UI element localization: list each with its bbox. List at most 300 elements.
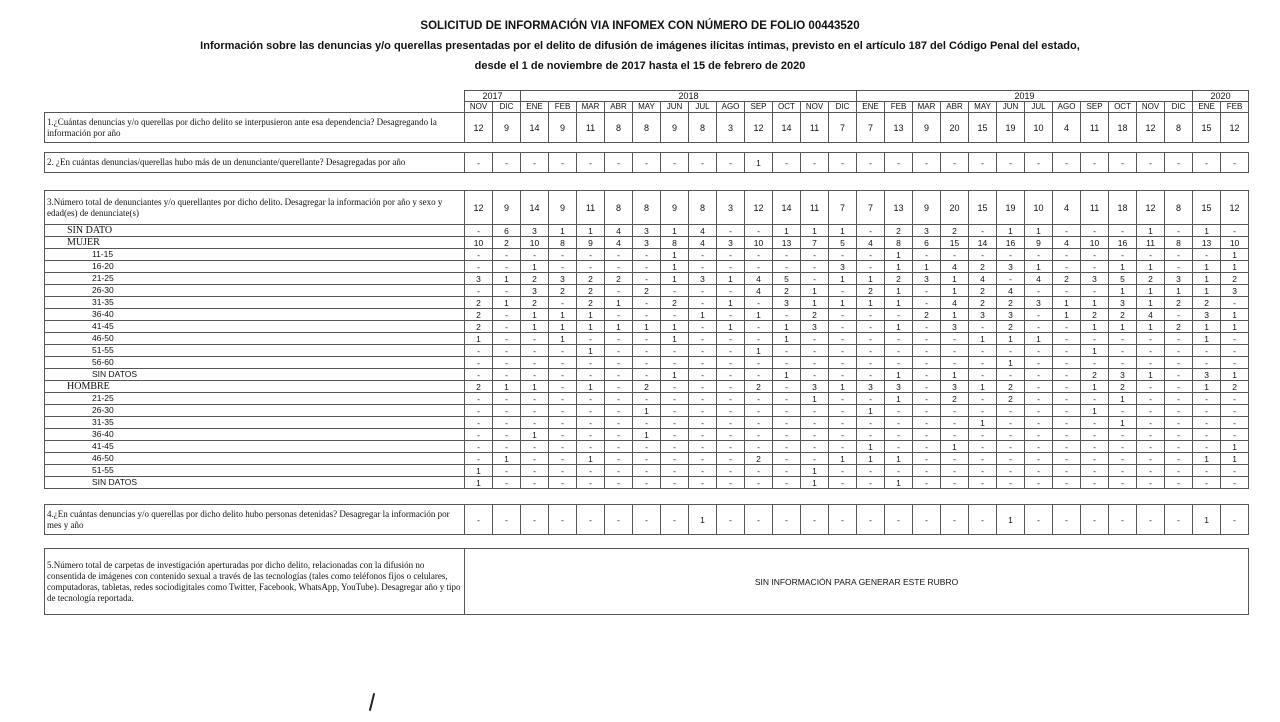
value-cell: 14 bbox=[969, 237, 997, 249]
value-cell: - bbox=[661, 381, 689, 393]
value-cell: 2 bbox=[1109, 381, 1137, 393]
value-cell: 3 bbox=[549, 273, 577, 285]
value-cell: - bbox=[857, 321, 885, 333]
value-cell: - bbox=[605, 345, 633, 357]
value-cell: 2 bbox=[1193, 297, 1221, 309]
value-cell: - bbox=[1081, 261, 1109, 273]
value-cell: - bbox=[521, 357, 549, 369]
value-cell: - bbox=[521, 249, 549, 261]
age-range-label: 51-55 bbox=[45, 465, 465, 477]
value-cell: - bbox=[465, 429, 493, 441]
value-cell: 9 bbox=[661, 191, 689, 225]
document-date-range: desde el 1 de noviembre de 2017 hasta el 15 de febrero de 2020 bbox=[474, 60, 806, 72]
value-cell: 1 bbox=[997, 225, 1025, 237]
value-cell: 1 bbox=[773, 333, 801, 345]
value-cell: - bbox=[493, 333, 521, 345]
group-label: SIN DATO bbox=[45, 225, 465, 237]
value-cell: 3 bbox=[717, 113, 745, 143]
value-cell: 9 bbox=[493, 113, 521, 143]
value-cell: 3 bbox=[717, 237, 745, 249]
month-header: JUL bbox=[1025, 102, 1053, 113]
value-cell: - bbox=[549, 453, 577, 465]
value-cell: 1 bbox=[493, 453, 521, 465]
value-cell: - bbox=[1109, 345, 1137, 357]
value-cell: - bbox=[1193, 249, 1221, 261]
value-cell: - bbox=[941, 505, 969, 535]
value-cell: - bbox=[717, 357, 745, 369]
value-cell: 10 bbox=[521, 237, 549, 249]
table-row bbox=[45, 113, 1249, 143]
value-cell: - bbox=[493, 477, 521, 489]
table-row bbox=[45, 369, 1249, 381]
value-cell: 12 bbox=[1221, 113, 1249, 143]
value-cell: - bbox=[1165, 345, 1193, 357]
value-cell: - bbox=[465, 369, 493, 381]
value-cell: - bbox=[997, 465, 1025, 477]
value-cell: - bbox=[1193, 429, 1221, 441]
value-cell: 20 bbox=[941, 113, 969, 143]
value-cell: 13 bbox=[773, 237, 801, 249]
value-cell: 2 bbox=[577, 273, 605, 285]
value-cell: - bbox=[1053, 393, 1081, 405]
value-cell: - bbox=[913, 417, 941, 429]
value-cell: 2 bbox=[941, 225, 969, 237]
value-cell: - bbox=[1109, 441, 1137, 453]
value-cell: - bbox=[633, 505, 661, 535]
value-cell: - bbox=[1081, 465, 1109, 477]
value-cell: 10 bbox=[1081, 237, 1109, 249]
value-cell: - bbox=[773, 417, 801, 429]
value-cell: - bbox=[717, 417, 745, 429]
value-cell: - bbox=[1221, 417, 1249, 429]
group-label: MUJER bbox=[45, 237, 465, 249]
value-cell: - bbox=[1137, 417, 1165, 429]
value-cell: 4 bbox=[605, 225, 633, 237]
age-range-label: 46-50 bbox=[45, 453, 465, 465]
value-cell: 15 bbox=[1193, 191, 1221, 225]
value-cell: - bbox=[1025, 357, 1053, 369]
value-cell: 1 bbox=[577, 321, 605, 333]
value-cell: 1 bbox=[1109, 417, 1137, 429]
spacer-cell bbox=[45, 173, 1249, 191]
value-cell: 4 bbox=[1053, 191, 1081, 225]
value-cell: 3 bbox=[857, 381, 885, 393]
value-cell: - bbox=[1053, 225, 1081, 237]
value-cell: - bbox=[633, 441, 661, 453]
value-cell: - bbox=[801, 345, 829, 357]
value-cell: - bbox=[577, 429, 605, 441]
value-cell: - bbox=[661, 285, 689, 297]
value-cell: - bbox=[801, 357, 829, 369]
value-cell: - bbox=[549, 393, 577, 405]
value-cell: 1 bbox=[465, 477, 493, 489]
value-cell: - bbox=[605, 393, 633, 405]
value-cell: - bbox=[717, 345, 745, 357]
value-cell: - bbox=[1025, 321, 1053, 333]
value-cell: - bbox=[801, 249, 829, 261]
value-cell: - bbox=[465, 345, 493, 357]
value-cell: 4 bbox=[997, 285, 1025, 297]
value-cell: - bbox=[913, 465, 941, 477]
value-cell: - bbox=[829, 441, 857, 453]
value-cell: 1 bbox=[1193, 273, 1221, 285]
value-cell: 1 bbox=[829, 297, 857, 309]
value-cell: 3 bbox=[633, 225, 661, 237]
value-cell: - bbox=[885, 429, 913, 441]
value-cell: - bbox=[493, 441, 521, 453]
value-cell: - bbox=[1165, 405, 1193, 417]
value-cell: - bbox=[605, 285, 633, 297]
value-cell: - bbox=[465, 417, 493, 429]
value-cell: - bbox=[913, 405, 941, 417]
value-cell: 1 bbox=[857, 405, 885, 417]
value-cell: 2 bbox=[465, 321, 493, 333]
value-cell: - bbox=[717, 465, 745, 477]
value-cell: 1 bbox=[1221, 309, 1249, 321]
month-header: FEB bbox=[549, 102, 577, 113]
month-header: AGO bbox=[1053, 102, 1081, 113]
value-cell: 1 bbox=[661, 333, 689, 345]
month-header: JUN bbox=[661, 102, 689, 113]
value-cell: 14 bbox=[773, 191, 801, 225]
value-cell: - bbox=[1053, 357, 1081, 369]
value-cell: - bbox=[1053, 453, 1081, 465]
value-cell: - bbox=[801, 453, 829, 465]
value-cell: 8 bbox=[633, 113, 661, 143]
value-cell: - bbox=[829, 429, 857, 441]
value-cell: - bbox=[605, 505, 633, 535]
value-cell: - bbox=[857, 393, 885, 405]
value-cell: - bbox=[913, 345, 941, 357]
value-cell: 3 bbox=[913, 225, 941, 237]
value-cell: - bbox=[689, 153, 717, 173]
month-header: ENE bbox=[521, 102, 549, 113]
table-row bbox=[45, 549, 1249, 615]
value-cell: - bbox=[829, 357, 857, 369]
value-cell: - bbox=[801, 153, 829, 173]
value-cell: - bbox=[1137, 345, 1165, 357]
value-cell: - bbox=[1081, 333, 1109, 345]
value-cell: 1 bbox=[465, 465, 493, 477]
value-cell: - bbox=[1137, 333, 1165, 345]
value-cell: - bbox=[661, 465, 689, 477]
value-cell: - bbox=[521, 345, 549, 357]
value-cell: 1 bbox=[941, 369, 969, 381]
value-cell: 2 bbox=[997, 393, 1025, 405]
pen-mark bbox=[369, 693, 375, 711]
value-cell: 3 bbox=[997, 309, 1025, 321]
table-row bbox=[45, 453, 1249, 465]
value-cell: 3 bbox=[1109, 297, 1137, 309]
value-cell: - bbox=[773, 261, 801, 273]
value-cell: 1 bbox=[941, 285, 969, 297]
value-cell: - bbox=[1109, 477, 1137, 489]
value-cell: 1 bbox=[1193, 321, 1221, 333]
value-cell: - bbox=[1109, 249, 1137, 261]
table-row bbox=[45, 477, 1249, 489]
value-cell: - bbox=[1109, 153, 1137, 173]
value-cell: - bbox=[857, 153, 885, 173]
value-cell: - bbox=[773, 393, 801, 405]
value-cell: - bbox=[913, 381, 941, 393]
value-cell: 1 bbox=[773, 225, 801, 237]
value-cell: - bbox=[745, 297, 773, 309]
document-subtitle: Información sobre las denuncias y/o querellas presentadas por el delito de difusión de imágenes ilícitas íntimas, previsto en el artículo 187 del Código Penal del estado, bbox=[200, 40, 1080, 52]
statistics-table bbox=[44, 90, 1249, 615]
group-label: HOMBRE bbox=[45, 381, 465, 393]
value-cell: - bbox=[885, 357, 913, 369]
value-cell: 1 bbox=[1221, 453, 1249, 465]
value-cell: 2 bbox=[857, 285, 885, 297]
value-cell: - bbox=[885, 153, 913, 173]
value-cell: 1 bbox=[717, 321, 745, 333]
value-cell: 2 bbox=[913, 309, 941, 321]
value-cell: - bbox=[801, 441, 829, 453]
value-cell: - bbox=[689, 453, 717, 465]
value-cell: - bbox=[969, 369, 997, 381]
value-cell: 8 bbox=[885, 237, 913, 249]
value-cell: 2 bbox=[885, 225, 913, 237]
value-cell: 2 bbox=[465, 309, 493, 321]
value-cell: 2 bbox=[1221, 273, 1249, 285]
value-cell: 8 bbox=[1165, 113, 1193, 143]
value-cell: - bbox=[521, 441, 549, 453]
value-cell: - bbox=[745, 249, 773, 261]
value-cell: 7 bbox=[829, 191, 857, 225]
value-cell: - bbox=[633, 369, 661, 381]
value-cell: 1 bbox=[1053, 297, 1081, 309]
value-cell: 12 bbox=[465, 191, 493, 225]
month-header: ENE bbox=[1193, 102, 1221, 113]
value-cell: - bbox=[1109, 465, 1137, 477]
value-cell: 1 bbox=[1137, 321, 1165, 333]
value-cell: - bbox=[717, 369, 745, 381]
value-cell: 1 bbox=[1081, 405, 1109, 417]
value-cell: - bbox=[605, 261, 633, 273]
value-cell: - bbox=[1081, 453, 1109, 465]
value-cell: - bbox=[745, 393, 773, 405]
value-cell: - bbox=[1193, 393, 1221, 405]
value-cell: 1 bbox=[1137, 261, 1165, 273]
value-cell: 2 bbox=[745, 453, 773, 465]
value-cell: - bbox=[885, 505, 913, 535]
value-cell: - bbox=[969, 505, 997, 535]
value-cell: - bbox=[801, 273, 829, 285]
value-cell: - bbox=[1137, 249, 1165, 261]
value-cell: 1 bbox=[801, 225, 829, 237]
value-cell: - bbox=[829, 505, 857, 535]
value-cell: - bbox=[661, 441, 689, 453]
value-cell: - bbox=[997, 405, 1025, 417]
value-cell: 2 bbox=[521, 297, 549, 309]
value-cell: - bbox=[913, 505, 941, 535]
value-cell: - bbox=[829, 345, 857, 357]
table-row bbox=[45, 297, 1249, 309]
value-cell: - bbox=[801, 429, 829, 441]
value-cell: - bbox=[689, 249, 717, 261]
value-cell: 2 bbox=[1165, 321, 1193, 333]
value-cell: - bbox=[465, 261, 493, 273]
value-cell: - bbox=[1053, 405, 1081, 417]
value-cell: 18 bbox=[1109, 113, 1137, 143]
value-cell: - bbox=[1025, 453, 1053, 465]
value-cell: - bbox=[577, 417, 605, 429]
value-cell: 2 bbox=[941, 393, 969, 405]
value-cell: 1 bbox=[1025, 333, 1053, 345]
value-cell: - bbox=[1165, 505, 1193, 535]
value-cell: - bbox=[605, 477, 633, 489]
value-cell: 1 bbox=[577, 225, 605, 237]
value-cell: - bbox=[633, 261, 661, 273]
value-cell: - bbox=[493, 369, 521, 381]
value-cell: 1 bbox=[1137, 297, 1165, 309]
value-cell: - bbox=[1053, 345, 1081, 357]
value-cell: 3 bbox=[885, 381, 913, 393]
value-cell: - bbox=[577, 261, 605, 273]
value-cell: 3 bbox=[1081, 273, 1109, 285]
value-cell: 2 bbox=[1053, 273, 1081, 285]
value-cell: 1 bbox=[577, 381, 605, 393]
value-cell: - bbox=[549, 153, 577, 173]
age-range-label: 56-60 bbox=[45, 357, 465, 369]
value-cell: - bbox=[1081, 153, 1109, 173]
value-cell: - bbox=[717, 381, 745, 393]
value-cell: - bbox=[773, 453, 801, 465]
value-cell: 1 bbox=[1137, 225, 1165, 237]
value-cell: 2 bbox=[577, 297, 605, 309]
value-cell: 1 bbox=[521, 429, 549, 441]
value-cell: - bbox=[577, 465, 605, 477]
value-cell: - bbox=[633, 297, 661, 309]
value-cell: - bbox=[857, 429, 885, 441]
month-header: MAY bbox=[633, 102, 661, 113]
value-cell: 15 bbox=[941, 237, 969, 249]
value-cell: 1 bbox=[1025, 225, 1053, 237]
question-label: 5.Número total de carpetas de investigación aperturadas por dicho delito, relacionadas con la difusión no consentida de imágenes con contenido sexual a través de las tecnologías (tales como teléfonos fijos o celulares, computadoras, tabletas, redes sociodigitales como Twitter, Facebook, WhatsApp, YouTube). Desagregar año y tipo de tecnología reportada. bbox=[45, 549, 465, 615]
value-cell: - bbox=[1025, 393, 1053, 405]
value-cell: 9 bbox=[913, 191, 941, 225]
value-cell: 1 bbox=[549, 333, 577, 345]
value-cell: - bbox=[1165, 417, 1193, 429]
month-header: MAR bbox=[577, 102, 605, 113]
value-cell: - bbox=[1025, 285, 1053, 297]
age-range-label: SIN DATOS bbox=[45, 369, 465, 381]
value-cell: 7 bbox=[801, 237, 829, 249]
value-cell: 11 bbox=[577, 191, 605, 225]
value-cell: 4 bbox=[1053, 237, 1081, 249]
value-cell: - bbox=[717, 153, 745, 173]
value-cell: - bbox=[857, 249, 885, 261]
value-cell: - bbox=[941, 429, 969, 441]
value-cell: - bbox=[1221, 345, 1249, 357]
table-row bbox=[45, 417, 1249, 429]
value-cell: - bbox=[549, 249, 577, 261]
value-cell: - bbox=[913, 153, 941, 173]
value-cell: - bbox=[1193, 153, 1221, 173]
value-cell: - bbox=[969, 441, 997, 453]
value-cell: 2 bbox=[745, 381, 773, 393]
value-cell: - bbox=[549, 261, 577, 273]
value-cell: - bbox=[1053, 261, 1081, 273]
table-row bbox=[45, 393, 1249, 405]
value-cell: 1 bbox=[1137, 285, 1165, 297]
value-cell: - bbox=[913, 441, 941, 453]
value-cell: - bbox=[689, 321, 717, 333]
value-cell: - bbox=[801, 505, 829, 535]
value-cell: - bbox=[1165, 261, 1193, 273]
value-cell: - bbox=[913, 249, 941, 261]
value-cell: 1 bbox=[1081, 297, 1109, 309]
month-header: NOV bbox=[801, 102, 829, 113]
value-cell: 1 bbox=[1193, 225, 1221, 237]
value-cell: - bbox=[1025, 381, 1053, 393]
value-cell: 3 bbox=[717, 191, 745, 225]
value-cell: - bbox=[577, 477, 605, 489]
value-cell: - bbox=[1053, 369, 1081, 381]
value-cell: - bbox=[717, 477, 745, 489]
value-cell: - bbox=[493, 261, 521, 273]
value-cell: 19 bbox=[997, 113, 1025, 143]
value-cell: - bbox=[1137, 465, 1165, 477]
table-row bbox=[45, 381, 1249, 393]
month-header: FEB bbox=[885, 102, 913, 113]
value-cell: - bbox=[605, 333, 633, 345]
value-cell: - bbox=[941, 345, 969, 357]
value-cell: - bbox=[857, 333, 885, 345]
value-cell: - bbox=[969, 321, 997, 333]
value-cell: - bbox=[549, 381, 577, 393]
value-cell: - bbox=[521, 477, 549, 489]
month-header: FEB bbox=[1221, 102, 1249, 113]
value-cell: 1 bbox=[717, 273, 745, 285]
value-cell: 9 bbox=[577, 237, 605, 249]
value-cell: - bbox=[605, 369, 633, 381]
value-cell: - bbox=[829, 477, 857, 489]
value-cell: - bbox=[1193, 405, 1221, 417]
value-cell: - bbox=[577, 393, 605, 405]
value-cell: 14 bbox=[521, 113, 549, 143]
value-cell: - bbox=[997, 345, 1025, 357]
table-row bbox=[45, 91, 1249, 102]
value-cell: 2 bbox=[997, 297, 1025, 309]
value-cell: - bbox=[633, 477, 661, 489]
value-cell: - bbox=[1025, 465, 1053, 477]
value-cell: - bbox=[689, 393, 717, 405]
value-cell: 1 bbox=[829, 225, 857, 237]
value-cell: - bbox=[801, 261, 829, 273]
value-cell: - bbox=[633, 273, 661, 285]
value-cell: - bbox=[997, 273, 1025, 285]
value-cell: - bbox=[661, 417, 689, 429]
value-cell: 4 bbox=[745, 285, 773, 297]
value-cell: 1 bbox=[1053, 309, 1081, 321]
value-cell: - bbox=[1137, 381, 1165, 393]
age-range-label: 36-40 bbox=[45, 429, 465, 441]
value-cell: 2 bbox=[661, 297, 689, 309]
value-cell: 2 bbox=[549, 285, 577, 297]
value-cell: 1 bbox=[577, 309, 605, 321]
value-cell: 3 bbox=[1221, 285, 1249, 297]
value-cell: 1 bbox=[1025, 261, 1053, 273]
value-cell: 1 bbox=[885, 261, 913, 273]
value-cell: 1 bbox=[857, 297, 885, 309]
value-cell: - bbox=[997, 453, 1025, 465]
value-cell: 1 bbox=[605, 297, 633, 309]
value-cell: - bbox=[1081, 393, 1109, 405]
value-cell: - bbox=[745, 417, 773, 429]
value-cell: 4 bbox=[689, 225, 717, 237]
value-cell: - bbox=[577, 333, 605, 345]
